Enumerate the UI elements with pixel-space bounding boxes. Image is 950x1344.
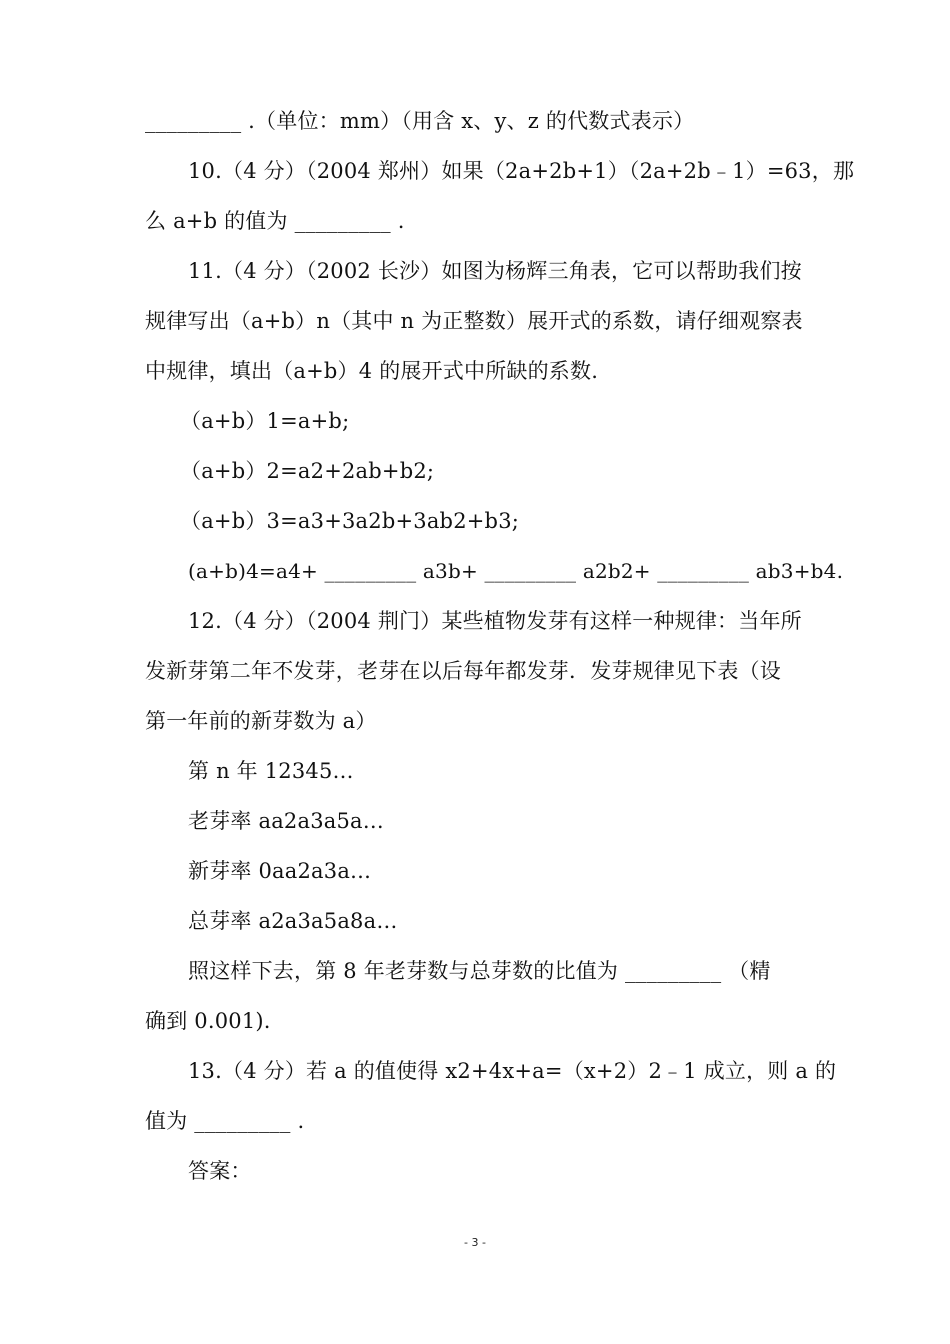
page-number: - 3 - bbox=[464, 1236, 486, 1249]
expansion-line-4: (a+b)4=a4+ _________ a3b+ _________ a2b2+ _________ ab3+b4. bbox=[188, 559, 844, 583]
expansion-line-1: （a+b）1=a+b; bbox=[180, 409, 350, 433]
question-10-line-1: 10.（4 分）（2004 郑州）如果（2a+2b+1）（2a+2b﹣1）=63，那 bbox=[188, 159, 855, 183]
expansion-line-3: （a+b）3=a3+3a2b+3ab2+b3; bbox=[180, 509, 520, 533]
question-12-line-3: 第一年前的新芽数为 a） bbox=[145, 709, 377, 733]
question-11-line-1: 11.（4 分）（2002 长沙）如图为杨辉三角表，它可以帮助我们按 bbox=[188, 259, 802, 283]
table-row-total-bud: 总芽率 a2a3a5a8a… bbox=[188, 909, 398, 933]
question-12-line-5: 确到 0.001). bbox=[145, 1009, 271, 1033]
question-11-line-3: 中规律，填出（a+b）4 的展开式中所缺的系数. bbox=[145, 359, 599, 383]
question-11-line-2: 规律写出（a+b）n（其中 n 为正整数）展开式的系数，请仔细观察表 bbox=[145, 309, 803, 333]
question-13-line-2: 值为 _________ . bbox=[145, 1109, 305, 1133]
table-row-new-bud: 新芽率 0aa2a3a… bbox=[188, 859, 372, 883]
question-12-line-1: 12.（4 分）（2004 荆门）某些植物发芽有这样一种规律：当年所 bbox=[188, 609, 802, 633]
text-line: _________ .（单位：mm）（用含 x、y、z 的代数式表示） bbox=[145, 109, 695, 133]
question-12-line-4: 照这样下去，第 8 年老芽数与总芽数的比值为 _________ （精 bbox=[188, 959, 771, 983]
question-10-line-2: 么 a+b 的值为 _________ . bbox=[145, 209, 405, 233]
question-13-line-1: 13.（4 分）若 a 的值使得 x2+4x+a=（x+2）2﹣1 成立，则 a 的 bbox=[188, 1059, 837, 1083]
expansion-line-2: （a+b）2=a2+2ab+b2; bbox=[180, 459, 435, 483]
table-row-old-bud: 老芽率 aa2a3a5a… bbox=[188, 809, 384, 833]
question-12-line-2: 发新芽第二年不发芽，老芽在以后每年都发芽．发芽规律见下表（设 bbox=[145, 659, 781, 683]
answer-heading: 答案： bbox=[188, 1159, 252, 1183]
table-row-year: 第 n 年 12345… bbox=[188, 759, 354, 783]
